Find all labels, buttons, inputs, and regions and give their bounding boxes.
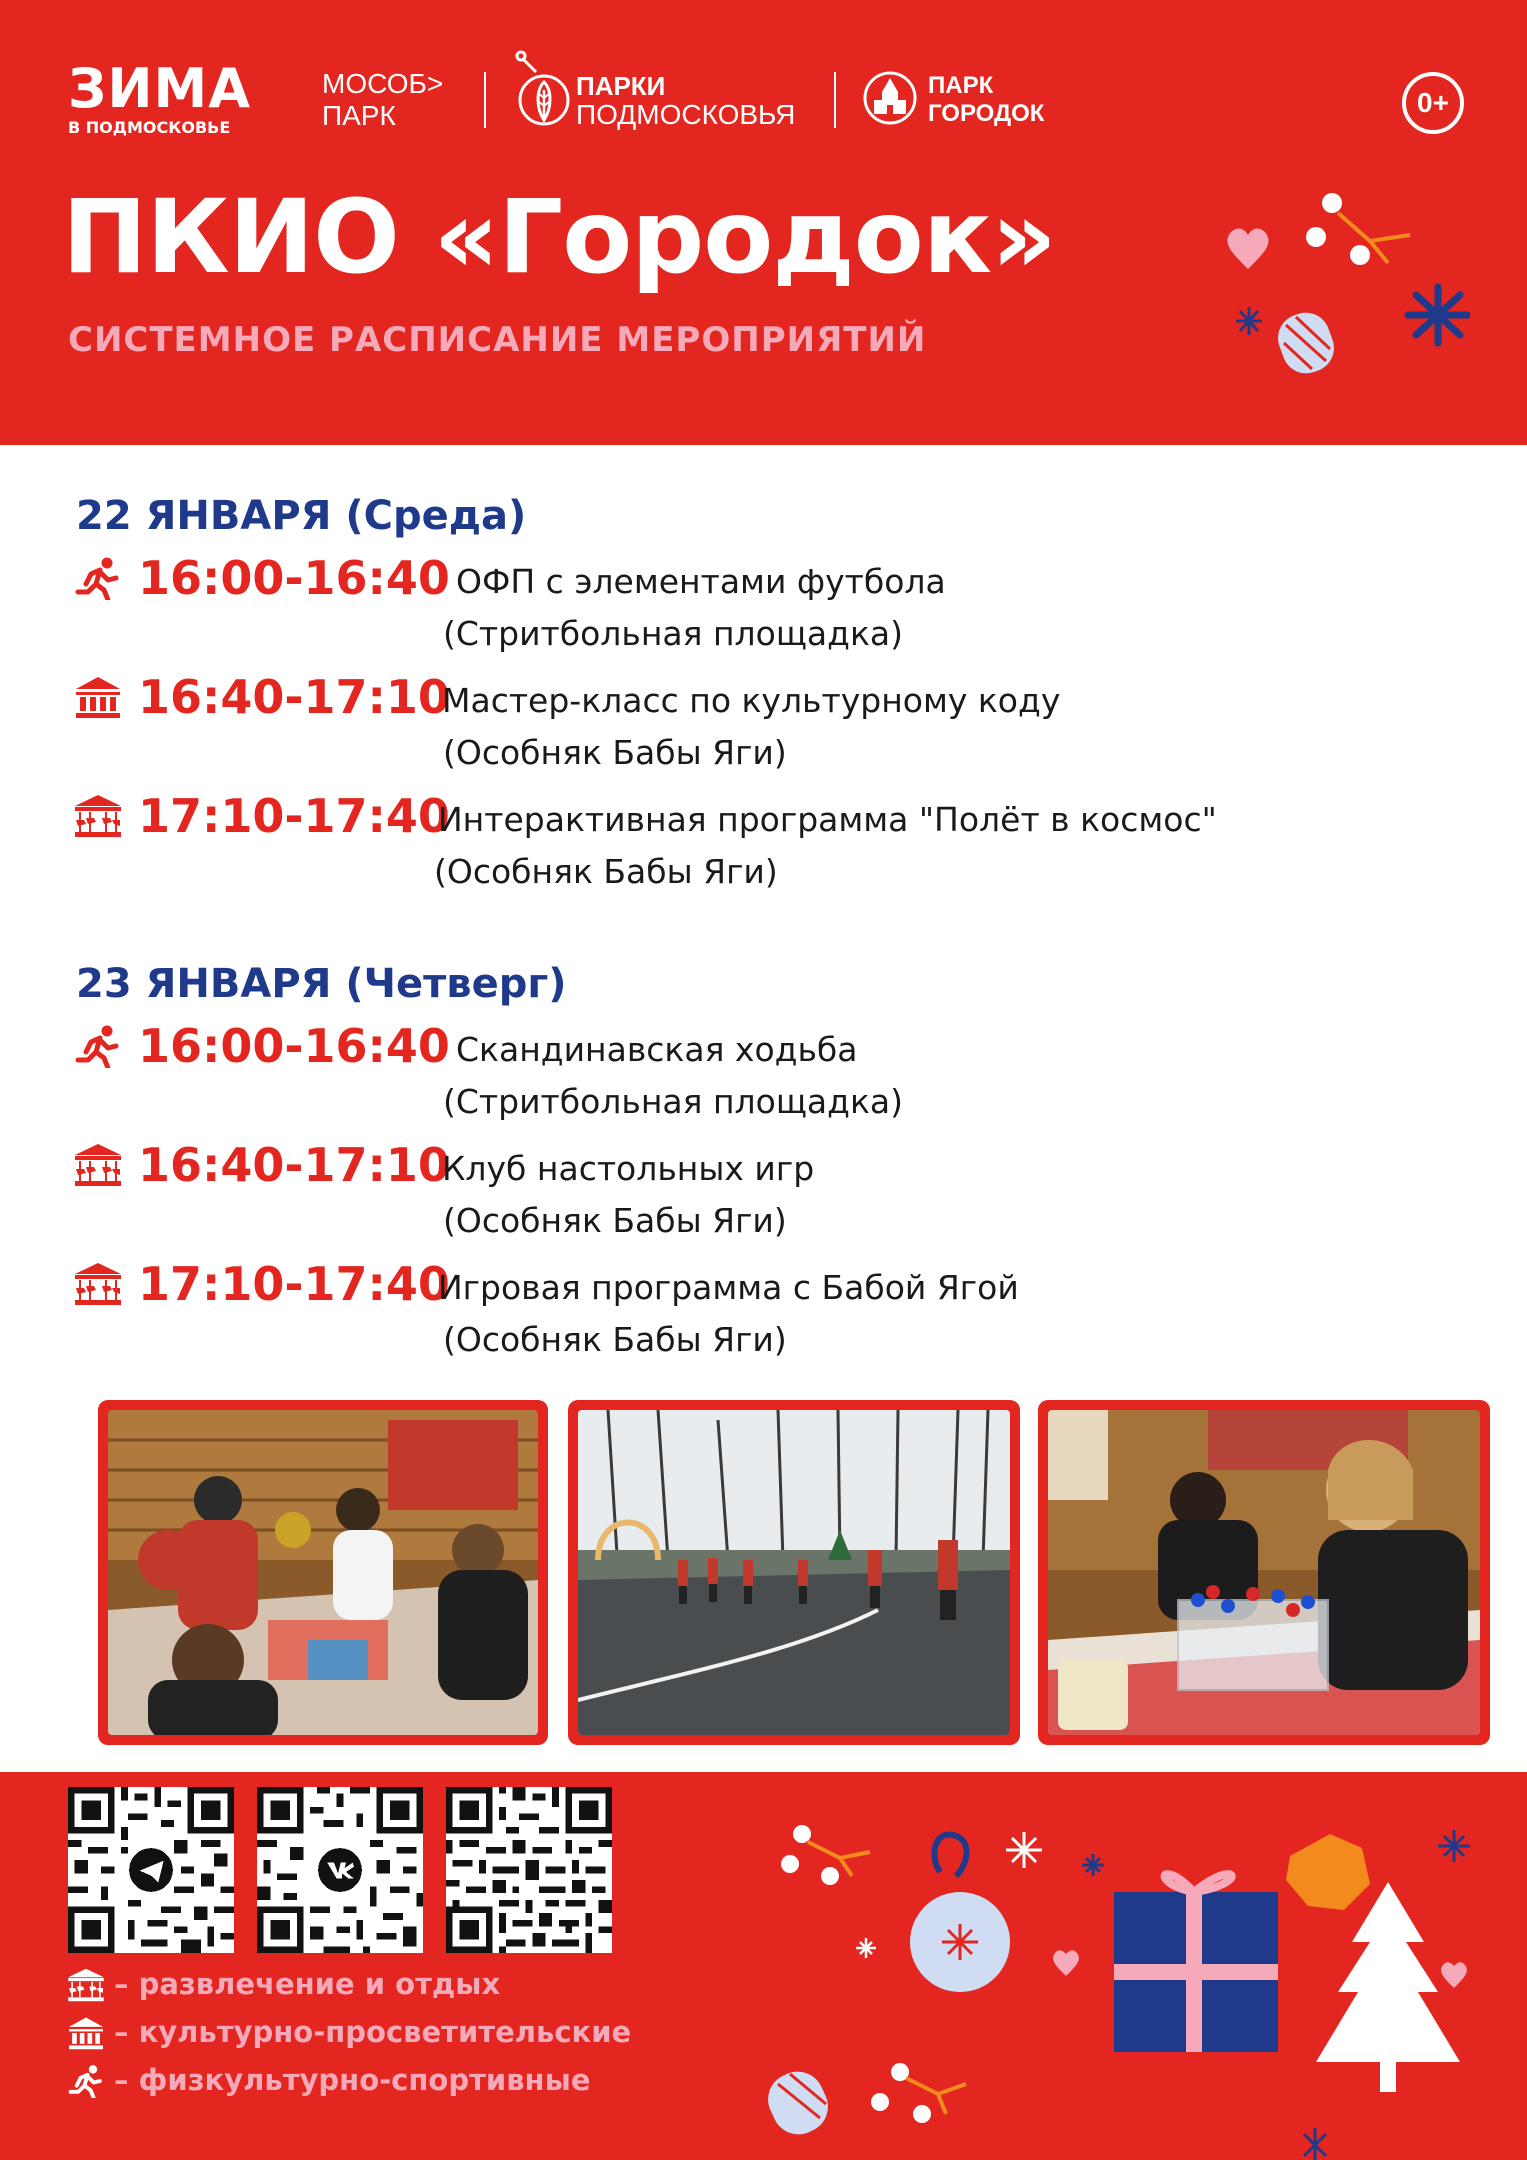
logo-divider — [484, 72, 486, 128]
mitten-icon — [1271, 306, 1340, 380]
event-photo-outdoor-football — [568, 1400, 1020, 1745]
berries-icon — [871, 2063, 966, 2123]
event-time: 16:00-16:40 — [138, 551, 450, 605]
mosobpark-logo-line2: ПАРК — [322, 100, 396, 131]
carousel-icon — [74, 1143, 122, 1187]
event-photo-board-game — [1038, 1400, 1490, 1745]
event-title: Игровая программа с Бабой Ягой — [438, 1268, 1019, 1307]
mosobpark-logo — [322, 68, 443, 132]
parki-logo — [514, 50, 796, 130]
running-person-icon — [66, 2064, 106, 2098]
photo-craft-workshop — [108, 1410, 538, 1735]
event-place: (Особняк Бабы Яги) — [434, 852, 778, 891]
museum-icon — [74, 675, 122, 719]
logo-divider — [834, 72, 836, 128]
running-person-icon — [74, 556, 122, 600]
berries-icon — [1306, 193, 1410, 265]
heart-icon — [1441, 1962, 1467, 1988]
mosobpark-logo-line1: МОСОБ> — [322, 68, 444, 99]
event-photo-craft-workshop — [98, 1400, 548, 1745]
zima-logo-title: ЗИМА — [68, 57, 252, 120]
day-heading: 22 ЯНВАРЯ (Среда) — [76, 493, 527, 539]
gift-box-icon — [1114, 1874, 1278, 2052]
event-place: (Особняк Бабы Яги) — [443, 733, 787, 772]
orange-fruit-icon — [1286, 1834, 1370, 1910]
event-place: (Особняк Бабы Яги) — [443, 1201, 787, 1240]
event-title: Интерактивная программа "Полёт в космос" — [438, 800, 1217, 839]
qr-code-website[interactable] — [446, 1787, 612, 1953]
carousel-icon — [74, 794, 122, 838]
photo-outdoor-football — [578, 1410, 1010, 1735]
snowflake-icon — [856, 1938, 876, 1958]
page-title: ПКИО «Городок» — [62, 178, 1056, 297]
event-place: (Стритбольная площадка) — [443, 614, 903, 653]
festive-decoration — [760, 1772, 1527, 2160]
park-logo-line1: ПАРК — [928, 72, 994, 99]
snowflake-icon — [1408, 287, 1468, 343]
mitten-icon — [760, 2063, 836, 2143]
event-time: 17:10-17:40 — [138, 789, 450, 843]
museum-icon — [66, 2016, 106, 2050]
berries-icon — [781, 1825, 870, 1885]
carousel-icon — [74, 1262, 122, 1306]
page-subtitle: СИСТЕМНОЕ РАСПИСАНИЕ МЕРОПРИЯТИЙ — [68, 320, 927, 360]
event-place: (Особняк Бабы Яги) — [443, 1320, 787, 1359]
heart-icon — [1053, 1950, 1079, 1976]
event-title: Скандинавская ходьба — [456, 1030, 858, 1069]
snowflake-icon — [1006, 1832, 1042, 1868]
tower-emblem-icon — [862, 70, 918, 126]
park-logo-line2: ГОРОДОК — [928, 100, 1045, 127]
carousel-icon — [66, 1968, 106, 2002]
christmas-ornament-icon — [910, 1835, 1010, 1992]
christmas-tree-icon — [1316, 1882, 1460, 2092]
event-title: Клуб настольных игр — [442, 1149, 815, 1188]
event-time: 16:00-16:40 — [138, 1019, 450, 1073]
parki-logo-line1: ПАРКИ — [576, 71, 666, 101]
snowflake-icon — [1236, 307, 1262, 335]
mitten-leaf-icon — [514, 50, 572, 130]
zima-logo-subtitle: В ПОДМОСКОВЬЕ — [68, 118, 231, 137]
legend-label: – культурно-просветительские — [114, 2015, 632, 2049]
zima-logo — [68, 57, 252, 138]
event-title: ОФП с элементами футбола — [456, 562, 946, 601]
event-time: 17:10-17:40 — [138, 1257, 450, 1311]
photo-board-game — [1048, 1410, 1480, 1735]
event-time: 16:40-17:10 — [138, 670, 450, 724]
legend-label: – развлечение и отдых — [114, 1967, 501, 2001]
park-gorodok-logo — [862, 70, 1045, 130]
legend-label: – физкультурно-спортивные — [114, 2063, 591, 2097]
winter-decoration — [1220, 185, 1470, 395]
qr-code-vk[interactable] — [257, 1787, 423, 1953]
event-time: 16:40-17:10 — [138, 1138, 450, 1192]
event-place: (Стритбольная площадка) — [443, 1082, 903, 1121]
age-rating-badge: 0+ — [1402, 72, 1464, 134]
footer-banner — [0, 1772, 1527, 2160]
heart-icon — [1227, 228, 1268, 269]
parki-logo-line2: ПОДМОСКОВЬЯ — [576, 99, 796, 130]
header-banner — [0, 0, 1527, 445]
running-person-icon — [74, 1024, 122, 1068]
qr-code-telegram[interactable] — [68, 1787, 234, 1953]
event-title: Мастер-класс по культурному коду — [442, 681, 1061, 720]
day-heading: 23 ЯНВАРЯ (Четверг) — [76, 961, 567, 1007]
